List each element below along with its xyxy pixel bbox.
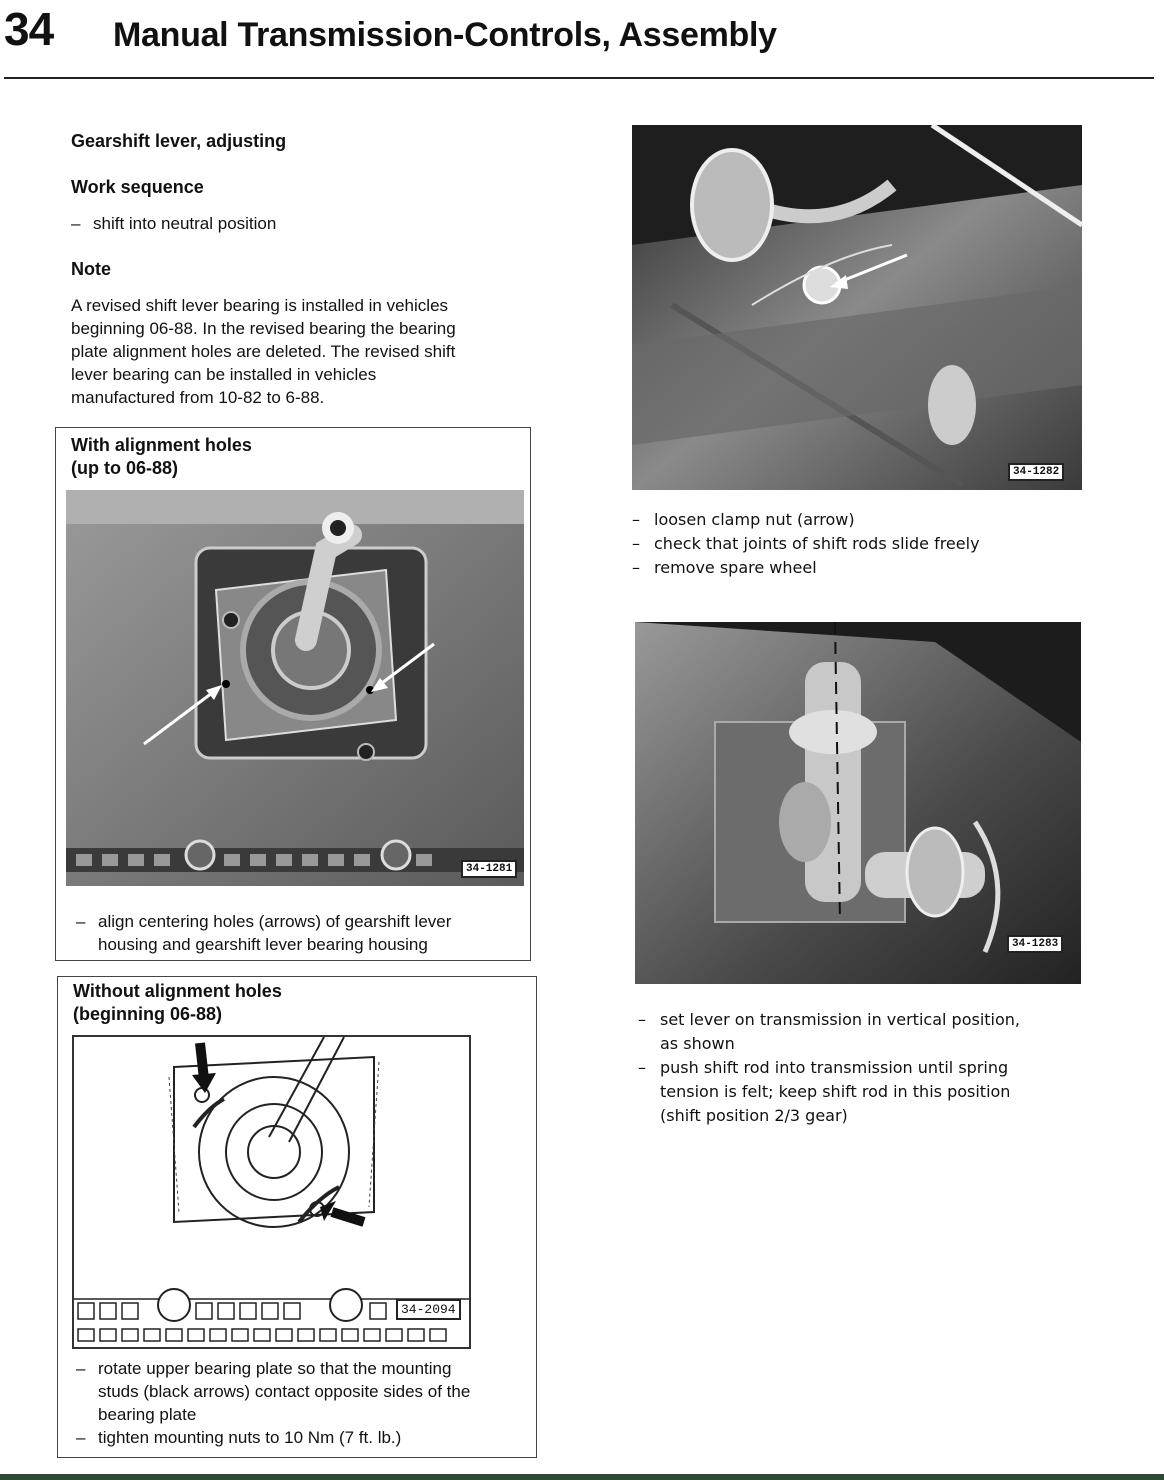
note-line: plate alignment holes are deleted. The revised shift [71, 342, 456, 361]
photo-gearshift-with-holes [66, 490, 524, 886]
header-rule [4, 77, 1154, 79]
step-line: rotate upper bearing plate so that the mounting [98, 1359, 452, 1378]
step-loosen-clamp-nut: – loosen clamp nut (arrow) [628, 508, 1088, 532]
drawing-gearshift-no-holes [72, 1035, 471, 1349]
page-bottom-edge [0, 1474, 1164, 1480]
note-paragraph [71, 294, 541, 409]
step-remove-spare-wheel: – remove spare wheel [628, 556, 1088, 580]
box2-steps [72, 1357, 534, 1449]
box2-step-tighten: – tighten mounting nuts to 10 Nm (7 ft. lb.) [72, 1426, 534, 1449]
work-sequence-heading: Work sequence [71, 177, 204, 197]
box2-step-rotate [72, 1357, 534, 1426]
right-steps-2 [634, 1008, 1104, 1128]
note-line: lever bearing can be installed in vehicles [71, 365, 377, 384]
right-steps-1 [628, 508, 1088, 580]
note-line: A revised shift lever bearing is installed in vehicles [71, 296, 449, 315]
box1-caption [72, 910, 528, 956]
step-line: studs (black arrows) contact opposite sides of the [98, 1382, 471, 1401]
step-push-shift-rod [634, 1056, 1104, 1128]
figure-number-34-1282: 34-1282 [1008, 463, 1064, 481]
figure-number-34-1283: 34-1283 [1007, 935, 1063, 953]
section-heading: Gearshift lever, adjusting [71, 131, 287, 151]
page-title: Manual Transmission-Controls, Assembly [113, 16, 777, 54]
note-line: beginning 06-88. In the revised bearing the bearing [71, 319, 456, 338]
step-set-lever [634, 1008, 1104, 1056]
step-line: (shift position 2/3 gear) [660, 1106, 848, 1125]
figure-number-34-1281: 34-1281 [461, 860, 517, 878]
step-neutral: – shift into neutral position [67, 212, 527, 235]
note-line: manufactured from 10-82 to 6-88. [71, 388, 325, 407]
transmission-photo-drawing [635, 622, 1081, 984]
note-heading: Note [71, 259, 111, 279]
step-line: bearing plate [98, 1405, 197, 1424]
box2-title: Without alignment holes [73, 981, 282, 1001]
step-line: set lever on transmission in vertical position, [660, 1010, 1020, 1029]
box-without-alignment-holes [57, 976, 537, 1458]
box2-subtitle: (beginning 06-88) [73, 1004, 223, 1024]
caption-line: align centering holes (arrows) of gearshift lever [98, 912, 452, 931]
step-line: as shown [660, 1034, 735, 1053]
clamp-nut-photo-drawing [632, 125, 1082, 490]
caption-line: housing and gearshift lever bearing housing [98, 935, 428, 954]
box1-title: With alignment holes [71, 435, 252, 455]
photo-clamp-nut [632, 125, 1082, 490]
photo-transmission-lever [635, 622, 1081, 984]
step-check-joints: – check that joints of shift rods slide freely [628, 532, 1088, 556]
step-line: push shift rod into transmission until spring [660, 1058, 1009, 1077]
chapter-number: 34 [4, 3, 54, 55]
box-with-alignment-holes [55, 427, 531, 961]
step-list [67, 212, 527, 235]
step-line: tension is felt; keep shift rod in this position [660, 1082, 1011, 1101]
gearshift-photo-drawing [66, 490, 524, 886]
figure-number-34-2094: 34-2094 [396, 1299, 461, 1320]
box1-caption-item [72, 910, 528, 956]
box1-subtitle: (up to 06-88) [71, 458, 179, 478]
